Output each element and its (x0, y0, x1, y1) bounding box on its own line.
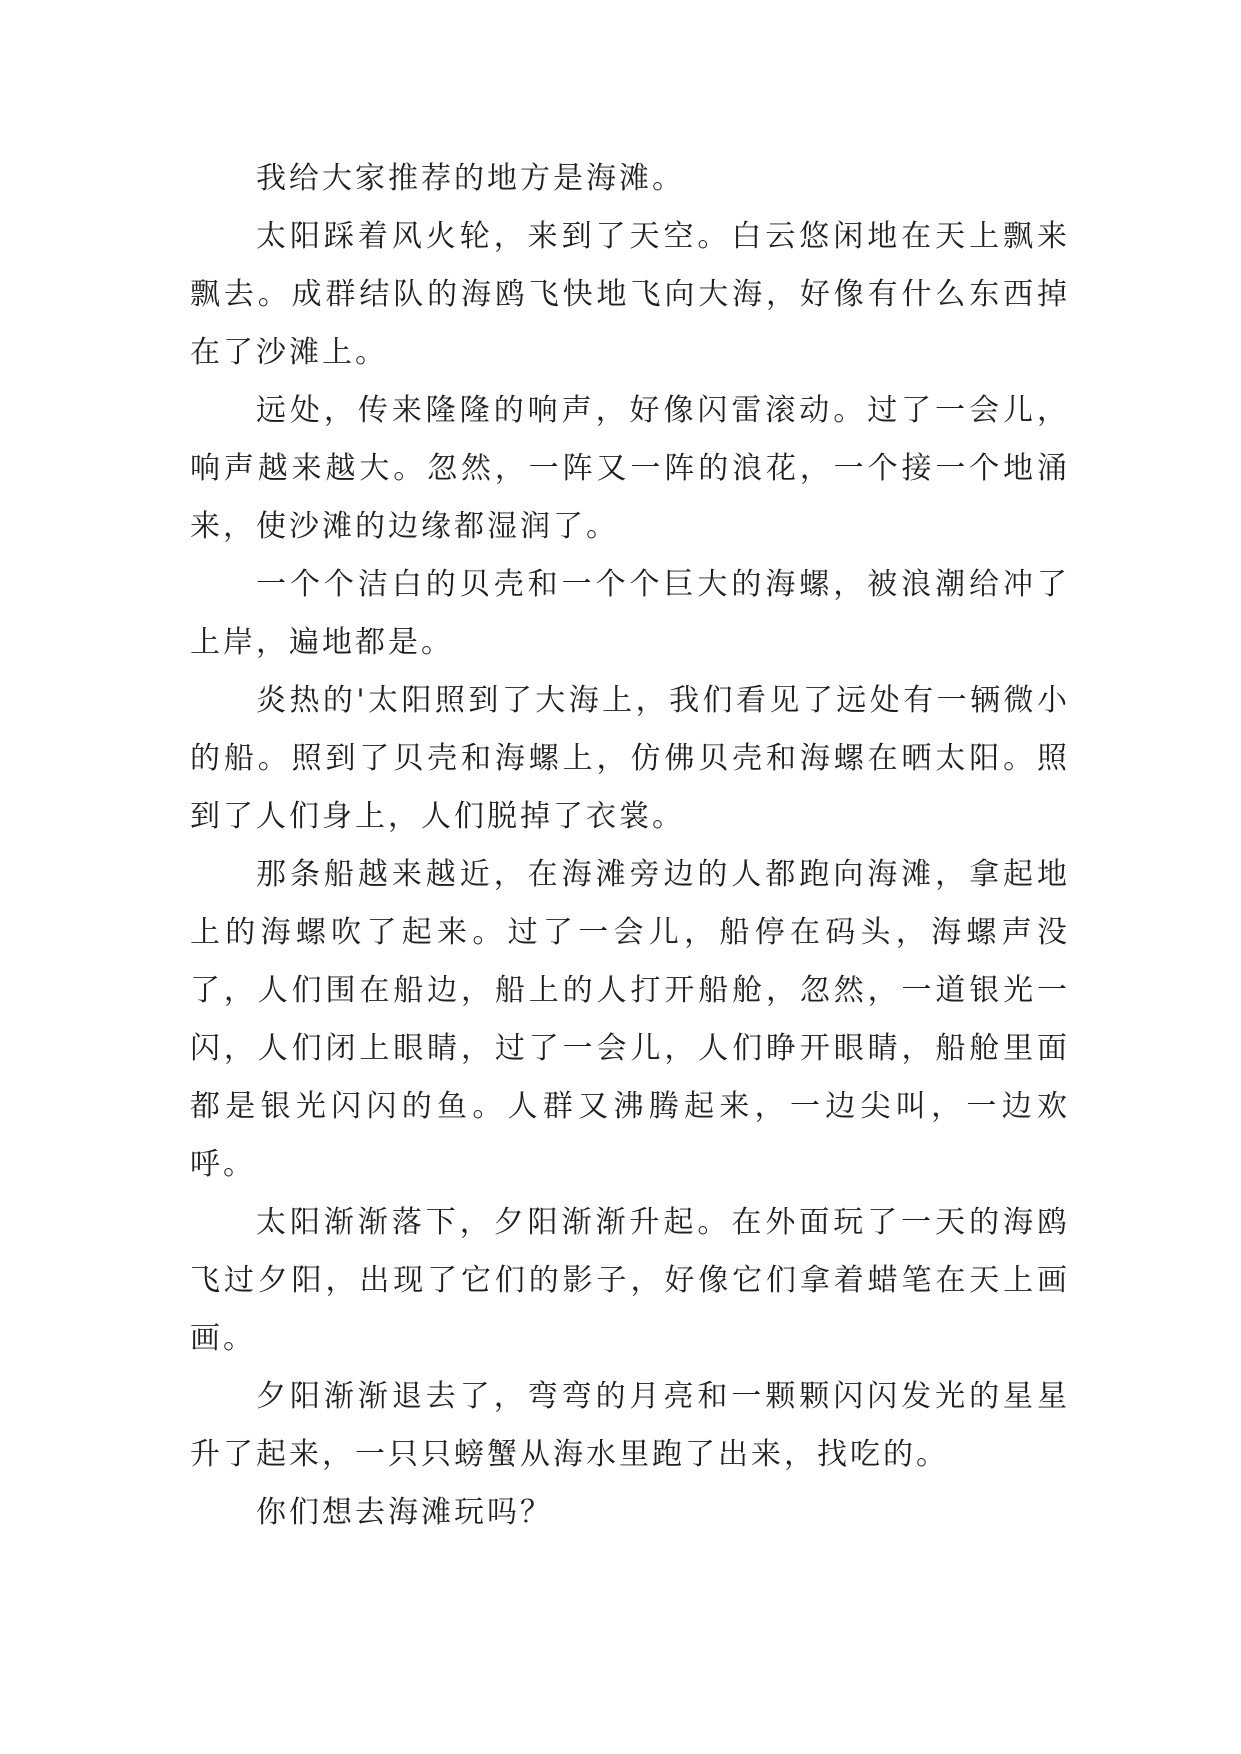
document-body (190, 150, 1070, 1542)
paragraph-night: 夕阳渐渐退去了，弯弯的月亮和一颗颗闪闪发光的星星升了起来，一只只螃蟹从海水里跑了出来，找吃的。 (190, 1379, 1070, 1472)
paragraph-shells: 一个个洁白的贝壳和一个个巨大的海螺，被浪潮给冲了上岸，遍地都是。 (190, 567, 1070, 660)
paragraph-boat: 那条船越来越近，在海滩旁边的人都跑向海滩，拿起地上的海螺吹了起来。过了一会儿，船停在码头，海螺声没了，人们围在船边，船上的人打开船舱，忽然，一道银光一闪，人们闭上眼睛，过了一会儿，人们睁开眼睛，船舱里面都是银光闪闪的鱼。人群又沸腾起来，一边尖叫，一边欢呼。 (190, 857, 1070, 1182)
paragraph-sunset: 太阳渐渐落下，夕阳渐渐升起。在外面玩了一天的海鸥飞过夕阳，出现了它们的影子，好像它们拿着蜡笔在天上画画。 (190, 1205, 1070, 1356)
paragraph-sunrise: 太阳踩着风火轮，来到了天空。白云悠闲地在天上飘来飘去。成群结队的海鸥飞快地飞向大海，好像有什么东西掉在了沙滩上。 (190, 219, 1070, 370)
paragraph-intro: 我给大家推荐的地方是海滩。 (256, 161, 685, 196)
paragraph-question: 你们想去海滩玩吗？ (256, 1495, 553, 1530)
paragraph-waves: 远处，传来隆隆的响声，好像闪雷滚动。过了一会儿，响声越来越大。忽然，一阵又一阵的浪花，一个接一个地涌来，使沙滩的边缘都湿润了。 (190, 393, 1070, 544)
paragraph-sunshine: 炎热的'太阳照到了大海上，我们看见了远处有一辆微小的船。照到了贝壳和海螺上，仿佛贝壳和海螺在晒太阳。照到了人们身上，人们脱掉了衣裳。 (190, 683, 1070, 834)
